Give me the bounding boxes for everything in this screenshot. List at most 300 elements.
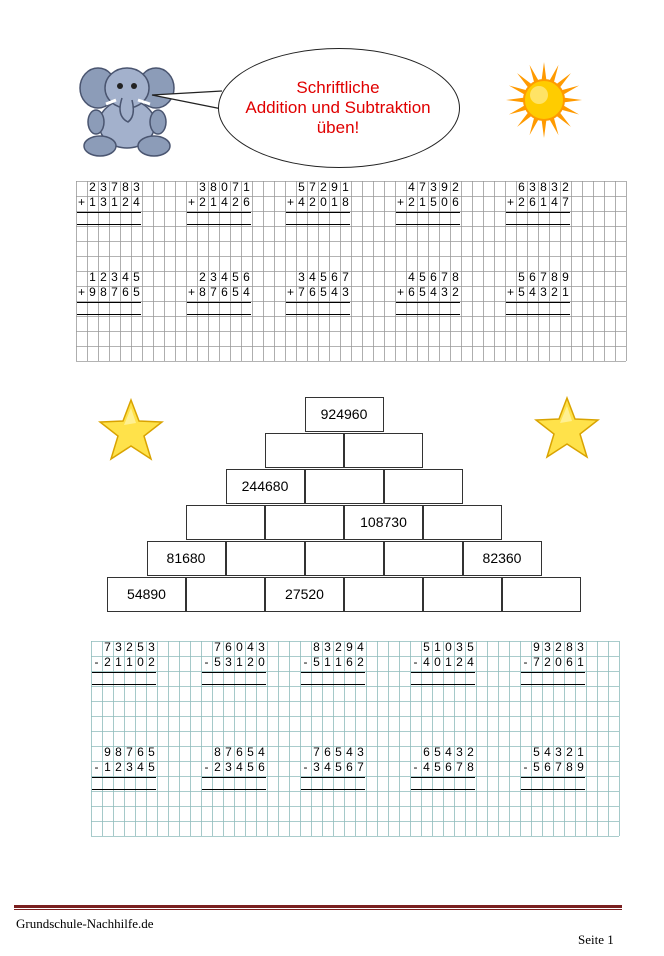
operator-sign: + bbox=[506, 285, 514, 299]
digit: 6 bbox=[258, 760, 265, 774]
digit: 6 bbox=[423, 745, 430, 759]
result-underline-double bbox=[202, 789, 266, 790]
digit: 7 bbox=[533, 655, 540, 669]
digit: 1 bbox=[126, 655, 133, 669]
sun-ray bbox=[506, 98, 524, 103]
digit: 8 bbox=[566, 640, 573, 654]
result-underline bbox=[77, 302, 141, 303]
digit: 3 bbox=[126, 760, 133, 774]
footer-rule-thin bbox=[14, 909, 622, 910]
digit: 3 bbox=[313, 760, 320, 774]
operator-sign: - bbox=[94, 655, 99, 669]
digit: 7 bbox=[342, 270, 349, 284]
digit: 1 bbox=[210, 195, 217, 209]
digit: 5 bbox=[148, 745, 155, 759]
digit: 3 bbox=[456, 745, 463, 759]
digit: 2 bbox=[126, 640, 133, 654]
result-underline bbox=[506, 302, 570, 303]
digit: 8 bbox=[551, 270, 558, 284]
digit: 5 bbox=[518, 270, 525, 284]
digit: 5 bbox=[335, 760, 342, 774]
result-underline bbox=[411, 777, 475, 778]
operator-sign: - bbox=[523, 760, 528, 774]
digit: 7 bbox=[214, 640, 221, 654]
result-underline-double bbox=[92, 684, 156, 685]
digit: 0 bbox=[434, 655, 441, 669]
digit: 6 bbox=[243, 195, 250, 209]
digit: 4 bbox=[133, 195, 140, 209]
result-underline-double bbox=[301, 684, 365, 685]
digit: 4 bbox=[357, 640, 364, 654]
result-underline-double bbox=[396, 224, 460, 225]
digit: 9 bbox=[346, 640, 353, 654]
digit: 4 bbox=[221, 270, 228, 284]
result-underline bbox=[286, 212, 350, 213]
digit: 3 bbox=[544, 640, 551, 654]
pyramid-box[interactable] bbox=[344, 577, 423, 612]
digit: 5 bbox=[335, 745, 342, 759]
digit: 6 bbox=[137, 745, 144, 759]
digit: 4 bbox=[430, 285, 437, 299]
digit: 4 bbox=[309, 270, 316, 284]
sun-ray bbox=[530, 65, 539, 83]
result-underline-double bbox=[521, 789, 585, 790]
digit: 2 bbox=[89, 180, 96, 194]
result-underline-double bbox=[506, 314, 570, 315]
digit: 5 bbox=[434, 745, 441, 759]
digit: 1 bbox=[445, 655, 452, 669]
result-underline bbox=[92, 672, 156, 673]
operator-sign: + bbox=[286, 195, 294, 209]
pyramid-box: 27520 bbox=[265, 577, 344, 612]
digit: 1 bbox=[89, 270, 96, 284]
sun-ray bbox=[549, 65, 558, 83]
digit: 9 bbox=[331, 180, 338, 194]
result-underline-double bbox=[77, 224, 141, 225]
pyramid-box: 82360 bbox=[463, 541, 542, 576]
footer-page-number: Seite 1 bbox=[578, 932, 614, 947]
digit: 4 bbox=[551, 195, 558, 209]
digit: 8 bbox=[210, 180, 217, 194]
digit: 5 bbox=[434, 760, 441, 774]
digit: 1 bbox=[540, 195, 547, 209]
digit: 4 bbox=[298, 195, 305, 209]
result-underline bbox=[521, 672, 585, 673]
digit: 2 bbox=[452, 180, 459, 194]
digit: 1 bbox=[331, 195, 338, 209]
sun-ray bbox=[509, 105, 527, 114]
digit: 8 bbox=[540, 180, 547, 194]
digit: 2 bbox=[214, 760, 221, 774]
digit: 4 bbox=[529, 285, 536, 299]
digit: 5 bbox=[313, 655, 320, 669]
digit: 6 bbox=[324, 745, 331, 759]
digit: 2 bbox=[148, 655, 155, 669]
digit: 5 bbox=[133, 270, 140, 284]
digit: 0 bbox=[441, 195, 448, 209]
digit: 3 bbox=[258, 640, 265, 654]
pyramid-box[interactable] bbox=[186, 577, 265, 612]
pyramid-box[interactable] bbox=[502, 577, 581, 612]
operator-sign: - bbox=[204, 760, 209, 774]
operator-sign: - bbox=[303, 655, 308, 669]
operator-sign: - bbox=[303, 760, 308, 774]
digit: 5 bbox=[133, 285, 140, 299]
digit: 1 bbox=[243, 180, 250, 194]
pyramid-box[interactable] bbox=[265, 433, 344, 468]
result-underline bbox=[396, 302, 460, 303]
digit: 9 bbox=[577, 760, 584, 774]
operator-sign: + bbox=[77, 285, 85, 299]
digit: 4 bbox=[258, 745, 265, 759]
digit: 4 bbox=[544, 745, 551, 759]
digit: 6 bbox=[529, 195, 536, 209]
digit: 5 bbox=[467, 640, 474, 654]
digit: 3 bbox=[100, 195, 107, 209]
digit: 3 bbox=[100, 180, 107, 194]
subtraction-grid bbox=[91, 641, 620, 843]
footer-site: Grundschule-Nachhilfe.de bbox=[16, 916, 154, 931]
operator-sign: - bbox=[94, 760, 99, 774]
digit: 7 bbox=[357, 760, 364, 774]
digit: 2 bbox=[518, 195, 525, 209]
operator-sign: + bbox=[396, 195, 404, 209]
speech-bubble-text bbox=[218, 78, 458, 138]
digit: 5 bbox=[232, 285, 239, 299]
pyramid-box: 108730 bbox=[344, 505, 423, 540]
pyramid-box: 924960 bbox=[305, 397, 384, 432]
digit: 4 bbox=[221, 195, 228, 209]
digit: 0 bbox=[221, 180, 228, 194]
digit: 5 bbox=[320, 285, 327, 299]
digit: 2 bbox=[408, 195, 415, 209]
sun-ray bbox=[509, 86, 527, 95]
digit: 1 bbox=[335, 655, 342, 669]
digit: 6 bbox=[529, 270, 536, 284]
digit: 5 bbox=[247, 745, 254, 759]
pyramid-box[interactable] bbox=[344, 433, 423, 468]
digit: 4 bbox=[236, 760, 243, 774]
digit: 3 bbox=[555, 745, 562, 759]
digit: 2 bbox=[562, 180, 569, 194]
digit: 3 bbox=[225, 655, 232, 669]
result-underline bbox=[301, 672, 365, 673]
sun-icon bbox=[504, 60, 584, 140]
pyramid-box: 244680 bbox=[226, 469, 305, 504]
digit: 2 bbox=[122, 195, 129, 209]
digit: 2 bbox=[199, 195, 206, 209]
digit: 2 bbox=[247, 655, 254, 669]
digit: 1 bbox=[104, 760, 111, 774]
result-underline bbox=[77, 212, 141, 213]
result-underline-double bbox=[187, 224, 251, 225]
sun-ray bbox=[561, 86, 579, 95]
sun-ray bbox=[549, 117, 558, 135]
digit: 4 bbox=[122, 270, 129, 284]
pyramid-box[interactable] bbox=[384, 541, 463, 576]
sun-ray bbox=[561, 105, 579, 114]
digit: 6 bbox=[309, 285, 316, 299]
digit: 1 bbox=[562, 285, 569, 299]
result-underline-double bbox=[396, 314, 460, 315]
digit: 2 bbox=[467, 745, 474, 759]
pyramid-box: 54890 bbox=[107, 577, 186, 612]
result-underline bbox=[187, 302, 251, 303]
footer-rule bbox=[14, 905, 622, 908]
pyramid-box[interactable] bbox=[305, 541, 384, 576]
operator-sign: + bbox=[77, 195, 85, 209]
sun-ray bbox=[542, 120, 547, 138]
digit: 5 bbox=[423, 640, 430, 654]
result-underline bbox=[506, 212, 570, 213]
digit: 6 bbox=[225, 640, 232, 654]
digit: 5 bbox=[214, 655, 221, 669]
digit: 4 bbox=[408, 180, 415, 194]
digit: 3 bbox=[210, 270, 217, 284]
result-underline bbox=[202, 672, 266, 673]
result-underline-double bbox=[286, 224, 350, 225]
digit: 7 bbox=[540, 270, 547, 284]
digit: 5 bbox=[419, 285, 426, 299]
digit: 1 bbox=[324, 655, 331, 669]
result-underline-double bbox=[301, 789, 365, 790]
digit: 2 bbox=[357, 655, 364, 669]
digit: 0 bbox=[236, 640, 243, 654]
digit: 0 bbox=[445, 640, 452, 654]
digit: 3 bbox=[148, 640, 155, 654]
digit: 1 bbox=[115, 655, 122, 669]
digit: 1 bbox=[236, 655, 243, 669]
operator-sign: + bbox=[187, 285, 195, 299]
digit: 5 bbox=[247, 760, 254, 774]
digit: 6 bbox=[445, 760, 452, 774]
digit: 7 bbox=[298, 285, 305, 299]
digit: 1 bbox=[89, 195, 96, 209]
digit: 2 bbox=[309, 195, 316, 209]
digit: 8 bbox=[313, 640, 320, 654]
result-underline-double bbox=[187, 314, 251, 315]
digit: 5 bbox=[148, 760, 155, 774]
operator-sign: + bbox=[506, 195, 514, 209]
digit: 2 bbox=[452, 285, 459, 299]
digit: 8 bbox=[566, 760, 573, 774]
digit: 0 bbox=[137, 655, 144, 669]
pyramid-box[interactable] bbox=[384, 469, 463, 504]
digit: 3 bbox=[324, 640, 331, 654]
digit: 2 bbox=[232, 195, 239, 209]
result-underline-double bbox=[411, 789, 475, 790]
digit: 2 bbox=[104, 655, 111, 669]
digit: 0 bbox=[258, 655, 265, 669]
digit: 4 bbox=[408, 270, 415, 284]
digit: 4 bbox=[324, 760, 331, 774]
digit: 6 bbox=[221, 285, 228, 299]
bubble-line-2: Addition und Subtraktion bbox=[245, 98, 431, 117]
operator-sign: - bbox=[204, 655, 209, 669]
result-underline-double bbox=[77, 314, 141, 315]
result-underline-double bbox=[202, 684, 266, 685]
digit: 6 bbox=[346, 760, 353, 774]
digit: 7 bbox=[111, 180, 118, 194]
operator-sign: - bbox=[413, 760, 418, 774]
result-underline-double bbox=[92, 789, 156, 790]
result-underline-double bbox=[521, 684, 585, 685]
digit: 0 bbox=[555, 655, 562, 669]
digit: 1 bbox=[111, 195, 118, 209]
digit: 1 bbox=[419, 195, 426, 209]
digit: 0 bbox=[320, 195, 327, 209]
pyramid-box[interactable] bbox=[423, 505, 502, 540]
digit: 8 bbox=[467, 760, 474, 774]
digit: 3 bbox=[298, 270, 305, 284]
digit: 2 bbox=[100, 270, 107, 284]
result-underline bbox=[301, 777, 365, 778]
digit: 4 bbox=[445, 745, 452, 759]
result-underline bbox=[286, 302, 350, 303]
digit: 7 bbox=[419, 180, 426, 194]
digit: 3 bbox=[115, 640, 122, 654]
digit: 4 bbox=[423, 655, 430, 669]
digit: 5 bbox=[419, 270, 426, 284]
digit: 9 bbox=[104, 745, 111, 759]
result-underline bbox=[396, 212, 460, 213]
digit: 1 bbox=[342, 180, 349, 194]
digit: 2 bbox=[320, 180, 327, 194]
digit: 6 bbox=[452, 195, 459, 209]
digit: 5 bbox=[298, 180, 305, 194]
digit: 5 bbox=[533, 745, 540, 759]
digit: 3 bbox=[441, 285, 448, 299]
bubble-line-1: Schriftliche bbox=[296, 78, 380, 97]
star-left-icon bbox=[98, 398, 164, 462]
digit: 6 bbox=[566, 655, 573, 669]
pyramid-box[interactable] bbox=[226, 541, 305, 576]
digit: 2 bbox=[199, 270, 206, 284]
operator-sign: + bbox=[396, 285, 404, 299]
digit: 3 bbox=[111, 270, 118, 284]
digit: 7 bbox=[232, 180, 239, 194]
digit: 5 bbox=[430, 195, 437, 209]
digit: 4 bbox=[137, 760, 144, 774]
digit: 2 bbox=[115, 760, 122, 774]
digit: 6 bbox=[346, 655, 353, 669]
digit: 3 bbox=[529, 180, 536, 194]
digit: 6 bbox=[430, 270, 437, 284]
digit: 9 bbox=[441, 180, 448, 194]
digit: 3 bbox=[540, 285, 547, 299]
digit: 1 bbox=[577, 745, 584, 759]
digit: 1 bbox=[577, 655, 584, 669]
digit: 3 bbox=[551, 180, 558, 194]
pyramid-box[interactable] bbox=[423, 577, 502, 612]
digit: 7 bbox=[441, 270, 448, 284]
digit: 4 bbox=[346, 745, 353, 759]
digit: 3 bbox=[199, 180, 206, 194]
digit: 8 bbox=[122, 180, 129, 194]
digit: 2 bbox=[456, 655, 463, 669]
pyramid-box: 81680 bbox=[147, 541, 226, 576]
digit: 6 bbox=[518, 180, 525, 194]
digit: 4 bbox=[243, 285, 250, 299]
result-underline bbox=[521, 777, 585, 778]
digit: 6 bbox=[331, 270, 338, 284]
digit: 7 bbox=[456, 760, 463, 774]
digit: 5 bbox=[137, 640, 144, 654]
digit: 2 bbox=[555, 640, 562, 654]
digit: 6 bbox=[243, 270, 250, 284]
digit: 8 bbox=[342, 195, 349, 209]
bubble-line-3: üben! bbox=[316, 118, 360, 137]
digit: 5 bbox=[320, 270, 327, 284]
digit: 1 bbox=[434, 640, 441, 654]
digit: 5 bbox=[232, 270, 239, 284]
digit: 6 bbox=[236, 745, 243, 759]
digit: 8 bbox=[115, 745, 122, 759]
operator-sign: - bbox=[523, 655, 528, 669]
digit: 2 bbox=[544, 655, 551, 669]
digit: 3 bbox=[577, 640, 584, 654]
digit: 3 bbox=[357, 745, 364, 759]
digit: 7 bbox=[126, 745, 133, 759]
result-underline-double bbox=[286, 314, 350, 315]
digit: 7 bbox=[210, 285, 217, 299]
digit: 8 bbox=[452, 270, 459, 284]
sun-ray bbox=[564, 98, 582, 103]
pyramid-box[interactable] bbox=[305, 469, 384, 504]
digit: 4 bbox=[423, 760, 430, 774]
digit: 9 bbox=[562, 270, 569, 284]
digit: 8 bbox=[100, 285, 107, 299]
addition-grid bbox=[76, 181, 627, 368]
digit: 3 bbox=[456, 640, 463, 654]
digit: 3 bbox=[430, 180, 437, 194]
result-underline-double bbox=[411, 684, 475, 685]
digit: 7 bbox=[555, 760, 562, 774]
sun-ray bbox=[542, 62, 547, 80]
digit: 6 bbox=[544, 760, 551, 774]
digit: 8 bbox=[214, 745, 221, 759]
digit: 9 bbox=[533, 640, 540, 654]
digit: 5 bbox=[518, 285, 525, 299]
digit: 4 bbox=[331, 285, 338, 299]
pyramid-box[interactable] bbox=[186, 505, 265, 540]
digit: 2 bbox=[551, 285, 558, 299]
result-underline-double bbox=[506, 224, 570, 225]
digit: 3 bbox=[342, 285, 349, 299]
digit: 6 bbox=[408, 285, 415, 299]
digit: 7 bbox=[104, 640, 111, 654]
sun-ray bbox=[530, 117, 539, 135]
digit: 7 bbox=[562, 195, 569, 209]
operator-sign: - bbox=[413, 655, 418, 669]
result-underline bbox=[411, 672, 475, 673]
result-underline bbox=[202, 777, 266, 778]
result-underline bbox=[92, 777, 156, 778]
digit: 3 bbox=[133, 180, 140, 194]
digit: 7 bbox=[309, 180, 316, 194]
pyramid-box[interactable] bbox=[265, 505, 344, 540]
digit: 3 bbox=[225, 760, 232, 774]
digit: 7 bbox=[313, 745, 320, 759]
digit: 2 bbox=[335, 640, 342, 654]
digit: 6 bbox=[122, 285, 129, 299]
digit: 9 bbox=[89, 285, 96, 299]
operator-sign: + bbox=[187, 195, 195, 209]
star-right-icon bbox=[534, 396, 600, 460]
digit: 8 bbox=[199, 285, 206, 299]
result-underline bbox=[187, 212, 251, 213]
digit: 7 bbox=[225, 745, 232, 759]
